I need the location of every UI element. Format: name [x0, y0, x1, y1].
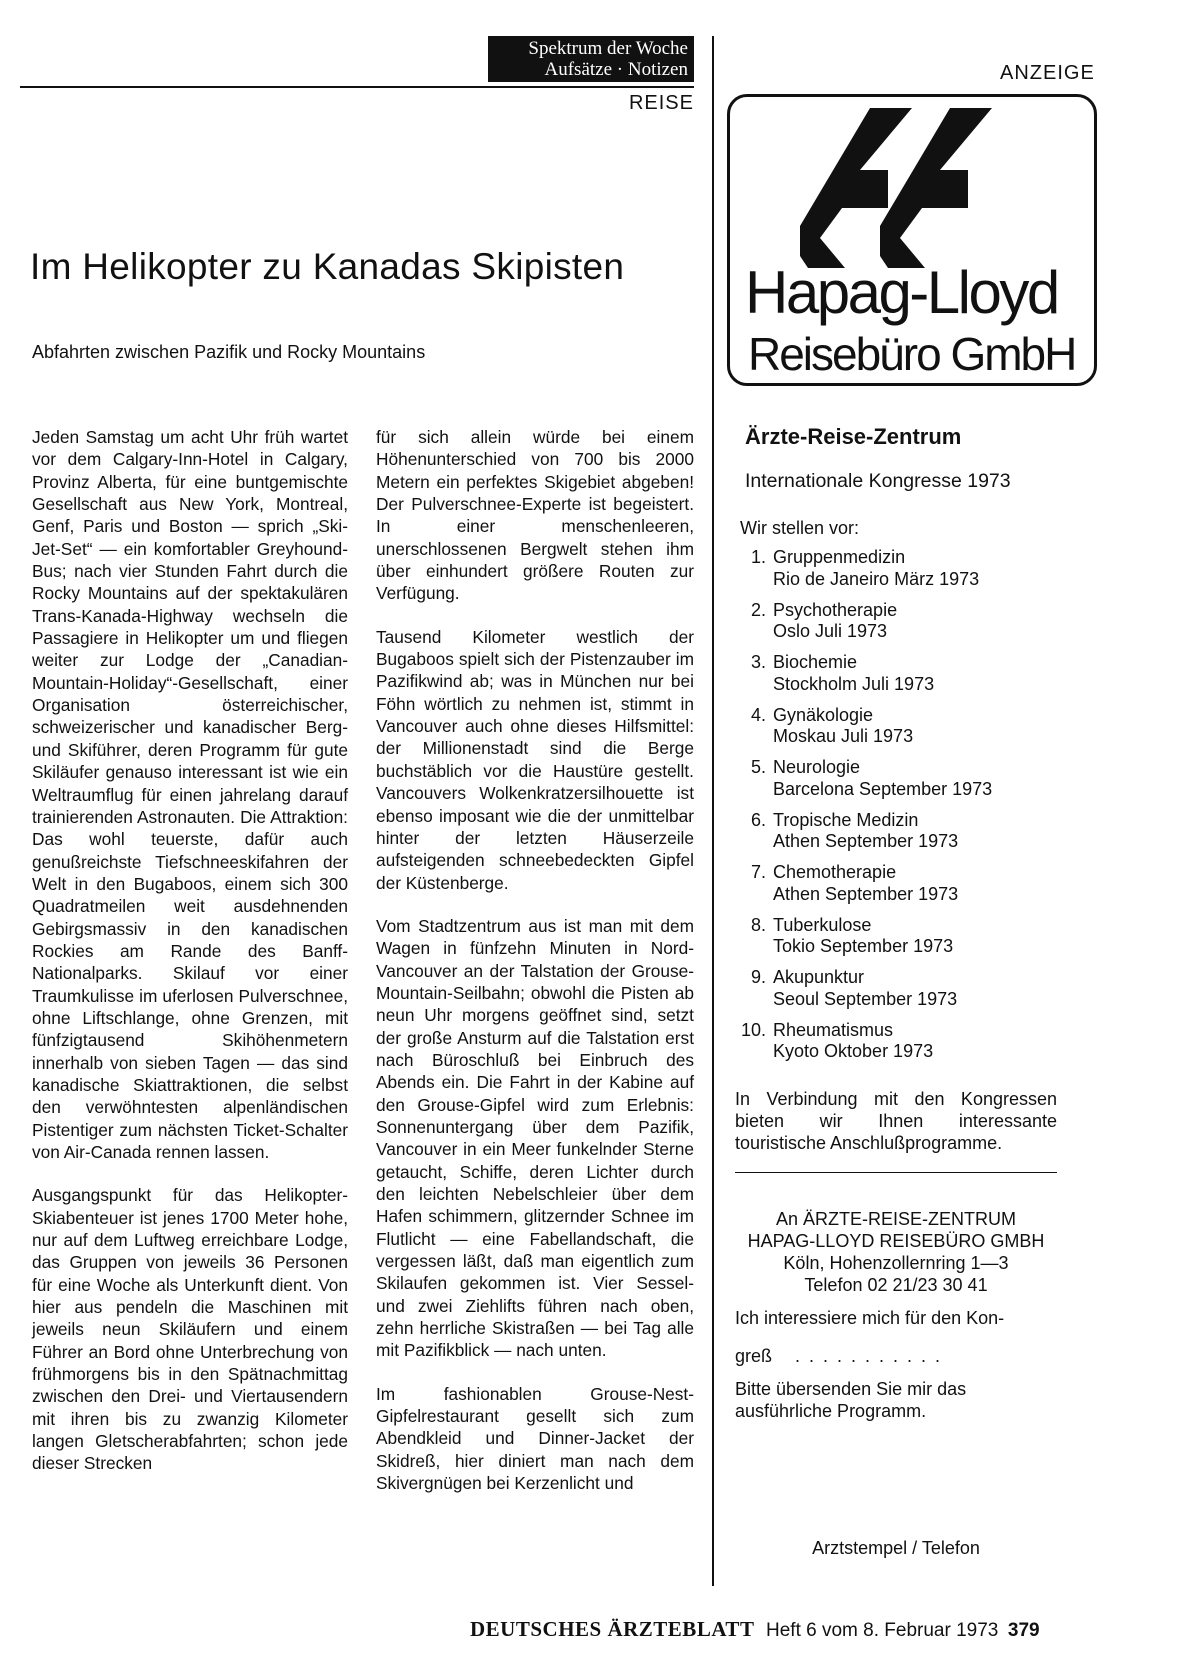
paragraph: Ausgangspunkt für das Helikopter-Skiabenteuer ist jenes 1700 Meter hohe, nur auf dem Luftweg erreichbare Lodge, das Gruppen von jeweils 36 Personen für eine Woche als Unterkunft dient. Von hier aus pendeln die Maschinen mit jeweils neun Skiläufern und einem Führer an Bord ohne Unterbrechung von frühmorgens bis in den Spätnachmittag zwischen den Drei- und Viertausendern mit ihren bis zu zwanzig Kilometer langen Gletscherabfahrten; schon jede dieser Strecken — [32, 1185, 348, 1474]
paragraph: Tausend Kilometer westlich der Bugaboos spielt sich der Pistenzauber im Pazifikwind ab; was in München nur bei Föhn wörtlich zu nehmen ist, stimmt in Vancouver auch ohne dieses Hilfsmittel: der Millionenstadt sind die Berge buchstäblich vor die Haustüre gestellt. Vancouvers Wolkenkratzersilhouette ist ebenso imposant wie die der unmittelbar hinter der letzten Häuserzeile aufsteigenden schneebedeckten Gipfel der Küstenberge. — [376, 626, 694, 893]
article-column-1 — [32, 426, 348, 1496]
ad-divider — [735, 1172, 1057, 1173]
list-item: 9. Akupunktur Seoul September 1973 — [750, 967, 958, 1009]
ad-intro: Wir stellen vor: — [740, 518, 860, 538]
page-number: 379 — [1007, 1620, 1040, 1641]
form-line-3: Bitte übersenden Sie mir das ausführliche Programm. — [735, 1379, 967, 1421]
page-footer — [470, 1617, 1040, 1642]
paragraph: für sich allein würde bei einem Höhenunterschied von 700 bis 2000 Metern ein perfektes Skigebiet abgeben! Der Pulverschnee-Experte ist begeistert. In einer menschenleeren, unerschlossenen Bergwelt stehen ihm über einhundert größere Routen zur Verfügung. — [376, 427, 694, 604]
article-title: Im Helikopter zu Kanadas Skipisten — [30, 246, 625, 287]
list-item: 4. Gynäkologie Moskau Juli 1973 — [750, 704, 914, 746]
section-label-line2: Aufsätze · Notizen — [544, 59, 688, 80]
ad-subheading: Internationale Kongresse 1973 — [745, 470, 1011, 492]
paragraph: Jeden Samstag um acht Uhr früh wartet vor dem Calgary-Inn-Hotel in Calgary, Provinz Alberta, für eine buntgemischte Gesellschaft aus New York, Montreal, Genf, Paris und Boston — sprich „Ski-Jet-Set“ — ein komfortabler Greyhound-Bus; nach vier Stunden Fahrt durch die Rocky Mountains auf der spektakulären Trans-Kanada-Highway wechseln die Passagiere in Helikopter um und fliegen weiter zur Lodge der „Canadian-Mountain-Holiday“-Gesellschaft, einer Organisation österreichischer, schweizerischer und kanadischer Berg- und Skiführer, deren Programm für gute Skiläufer genauso interessant ist wie ein Weltraumflug für einen jahrelang darauf trainierenden Astronauten. Die Attraktion: Das wohl teuerste, dafür auch genußreichste Tiefschneeskifahren der Welt in den Bugaboos, einem sich 300 Quadratmeilen weit ausdehnenden Gebirgsmassiv in den kanadischen Rockies am Rande des Banff-Nationalparks. Skilauf vor einer Traumkulisse im uferlosen Pulverschnee, ohne Liftschlange, ohne Grenzen, mit fünfzigtausend Skihöhenmetern innerhalb von sieben Tagen — das sind kanadische Skiattraktionen, die selbst den verwöhntesten alpenländischen Pistentiger zum nächsten Ticket-Schalter von Air-Canada rennen lassen. — [32, 427, 348, 1162]
list-item: 6. Tropische Medizin Athen September 1973 — [750, 809, 959, 851]
form-line-1: Ich interessiere mich für den Kon- — [735, 1308, 1005, 1328]
issue-info: Heft 6 vom 8. Februar 1973 — [766, 1620, 999, 1641]
hapag-lloyd-logo-icon — [800, 108, 1050, 268]
list-item: 1. Gruppenmedizin Rio de Janeiro März 1973 — [750, 547, 980, 589]
paragraph: Vom Stadtzentrum aus ist man mit dem Wagen in fünfzehn Minuten in Nord-Vancouver an der Talstation der Grouse-Mountain-Seilbahn; obwohl die Pisten ab neun Uhr morgens geöffnet sind, setzt der große Ansturm auf die Talstation erst nach Büroschluß bei Einbruch des Abends ein. Die Fahrt in der Kabine auf den Grouse-Gipfel wird zum Erlebnis: Sonnenuntergang über dem Pazifik, Vancouver in ein Meer funkelnder Sterne getaucht, Schiffe, deren Lichter durch den leichten Nebelschleier über dem Hafen schimmern, glitzernder Schnee im Flutlicht — eine Fabellandschaft, die vergessen läßt, daß man eigentlich zum Skilaufen gekommen ist. Vier Sessel- und zwei Ziehlifts führen nach oben, zehn herrliche Skistraßen — bei Tag alle mit Pazifikblick — nach unten. — [376, 915, 694, 1361]
ad-offer-text: In Verbindung mit den Kongressen bieten wir Ihnen interessante touristische Anschlußprogramme. — [735, 1089, 1057, 1153]
article-column-2 — [376, 426, 694, 1515]
column-divider — [712, 36, 714, 1586]
ad-brand-name: Hapag-Lloyd — [745, 259, 1058, 326]
list-item: 7. Chemotherapie Athen September 1973 — [750, 862, 959, 904]
article-subtitle: Abfahrten zwischen Pazifik und Rocky Mountains — [32, 342, 426, 362]
ad-brand-subname: Reisebüro GmbH — [748, 328, 1076, 380]
stamp-label: Arztstempel / Telefon — [812, 1538, 980, 1558]
category-label: REISE — [628, 92, 694, 114]
list-item: 3. Biochemie Stockholm Juli 1973 — [750, 652, 935, 694]
congress-list — [740, 547, 1070, 1072]
list-item: 2. Psychotherapie Oslo Juli 1973 — [750, 599, 898, 641]
list-item: 5. Neurologie Barcelona September 1973 — [750, 757, 993, 799]
header-rule — [20, 86, 694, 88]
ad-label: ANZEIGE — [1000, 62, 1095, 84]
section-badge — [488, 36, 694, 82]
form-line-2: greß . . . . . . . . . . . — [735, 1346, 943, 1366]
ad-heading: Ärzte-Reise-Zentrum — [745, 424, 962, 449]
ad-address: An ÄRZTE-REISE-ZENTRUM HAPAG-LLOYD REISEBÜRO GMBH Köln, Hohenzollernring 1—3 Telefon 02 21/23 30 41 — [747, 1209, 1045, 1295]
list-item: 10. Rheumatismus Kyoto Oktober 1973 — [740, 1019, 934, 1061]
section-label-line1: Spektrum der Woche — [528, 38, 688, 59]
paragraph: Im fashionablen Grouse-Nest-Gipfelrestaurant gesellt sich zum Abendkleid und Dinner-Jacket der Skidreß, hier diniert man nach dem Skivergnügen bei Kerzenlicht und — [376, 1383, 694, 1494]
list-item: 8. Tuberkulose Tokio September 1973 — [750, 914, 954, 956]
form-dots: . . . . . . . . . . . — [795, 1346, 943, 1366]
journal-name: DEUTSCHES ÄRZTEBLATT — [470, 1617, 755, 1641]
